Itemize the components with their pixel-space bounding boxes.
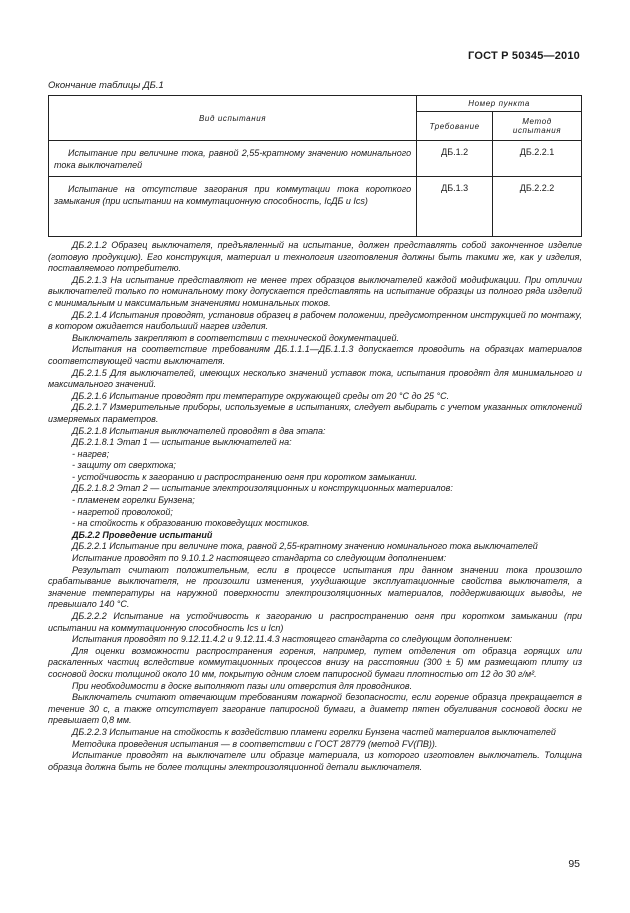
section-heading: ДБ.2.2 Проведение испытаний — [72, 529, 213, 540]
row-method: ДБ.2.2.1 — [493, 141, 582, 177]
row-method: ДБ.2.2.2 — [493, 177, 582, 237]
table-row — [49, 141, 582, 177]
paragraph: Испытания на соответствие требованиям ДБ.1.1.1—ДБ.1.1.3 допускается проводить на образцах материалов соответствующей части выключателя. — [48, 344, 582, 366]
paragraph: Выключатель закрепляют в соответствии с технической документацией. — [72, 332, 399, 343]
paragraph: ДБ.2.1.5 Для выключателей, имеющих несколько значений уставок тока, испытания проводят для минимального и максимального значений. — [48, 367, 582, 390]
list-item: - защиту от сверхтока; — [72, 460, 176, 471]
list-item: - на стойкость к образованию токоведущих мостиков. — [72, 518, 310, 529]
paragraph: ДБ.2.1.8.2 Этап 2 — испытание электроизоляционных и конструкционных материалов: — [72, 483, 453, 494]
document-body — [48, 240, 582, 773]
test-table — [48, 95, 582, 237]
row-test: Испытание на отсутствие загорания при коммутации тока короткого замыкания (при испытании на коммутационную способность, IcДБ и Ics) — [49, 177, 417, 237]
paragraph: ДБ.2.1.8 Испытания выключателей проводят в два этапа: — [72, 425, 326, 436]
header-test-method: Метод испытания — [493, 112, 582, 141]
paragraph: ДБ.2.2.3 Испытание на стойкость к воздействию пламени горелки Бунзена частей материалов выключателей — [72, 726, 556, 737]
paragraph: ДБ.2.2.2 Испытание на устойчивость к загоранию и распространению огня при коротком замыкании (при испытании на коммутационную способность Ics и Icn) — [48, 611, 582, 633]
paragraph: Результат считают положительным, если в процессе испытания при данном значении тока произошло срабатывание выключателя, не произошли изменения, ухудшающие эксплуатационные свойства выключателя, а значение температуры на наружной поверхности электроизоляционных материалов, поддерживающих выводы, не превышало 140 °C. — [48, 564, 582, 610]
paragraph: ДБ.2.1.8.1 Этап 1 — испытание выключателей на: — [72, 437, 292, 448]
paragraph: Испытание проводят по 9.10.1.2 настоящего стандарта со следующим дополнением: — [72, 553, 447, 564]
paragraph: ДБ.2.1.4 Испытания проводят, установив образец в рабочем положении, предусмотренном инструкцией по монтажу, в котором ожидается наибольший нагрев изделия. — [48, 309, 582, 332]
paragraph: Испытания проводят по 9.12.11.4.2 и 9.12.11.4.3 настоящего стандарта со следующим дополнением: — [72, 634, 513, 645]
header-clause-number: Номер пункта — [417, 96, 582, 112]
page-number: 95 — [568, 858, 580, 870]
standard-designation: ГОСТ Р 50345—2010 — [468, 50, 580, 62]
paragraph: Испытание проводят на выключателе или образце материала, из которого изготовлен выключатель. Толщина образца должна быть не более толщины электроизоляционной детали выключателя. — [48, 750, 582, 772]
list-item: - нагретой проволокой; — [72, 506, 173, 517]
paragraph: ДБ.2.2.1 Испытание при величине тока, равной 2,55-кратному значению номинального тока выключателей — [72, 541, 538, 552]
paragraph: ДБ.2.1.3 На испытание представляют не менее трех образцов выключателей каждой модификации. При отличии выключателей только по номинальному току допускается представлять на испытание образцы из полного ряда изделий с минимальным и максимальным значениями номинальных токов. — [48, 274, 582, 308]
row-requirement: ДБ.1.2 — [417, 141, 493, 177]
paragraph: ДБ.2.1.6 Испытание проводят при температуре окружающей среды от 20 °C до 25 °C. — [72, 390, 450, 401]
table-row — [49, 177, 582, 237]
list-item: - нагрев; — [72, 448, 110, 459]
header-requirement: Требование — [417, 112, 493, 141]
table-caption: Окончание таблицы ДБ.1 — [48, 80, 164, 91]
paragraph: Методика проведения испытания — в соответствии с ГОСТ 28779 (метод FV(ПВ)). — [72, 738, 438, 749]
paragraph: ДБ.2.1.2 Образец выключателя, предъявленный на испытание, должен представлять собой законченное изделие (готовую продукцию). Его конструкция, материал и технология изготовления должны быть такими же, как у изделия, поставляемого потребителю. — [48, 240, 582, 274]
header-test-type: Вид испытания — [49, 96, 417, 141]
row-test: Испытание при величине тока, равной 2,55-кратному значению номинального тока выключателей — [49, 141, 417, 177]
paragraph: Для оценки возможности распространения горения, например, путем отделения от образца горящих или раскаленных частиц вследствие коммутационных процессов внизу на расстоянии (300 ± 5) мм размещают плиту из сосновой доски толщиной около 10 мм, покрытую одним слоем папиросной бумаги плотностью от 12 до 30 г/м². — [48, 645, 582, 679]
row-requirement: ДБ.1.3 — [417, 177, 493, 237]
paragraph: ДБ.2.1.7 Измерительные приборы, используемые в испытаниях, следует выбирать с учетом указанных отклонений измеряемых параметров. — [48, 402, 582, 424]
paragraph: При необходимости в доске выполняют пазы или отверстия для проводников. — [72, 680, 413, 691]
paragraph: Выключатель считают отвечающим требованиям пожарной безопасности, если горение образца прекращается в течение 30 с, а также отсутствует загорание папиросной бумаги, а диаметр пятен обугливания сосновой доски не превышает 0,8 мм. — [48, 692, 582, 726]
list-item: - устойчивость к загоранию и распространению огня при коротком замыкании. — [72, 471, 418, 482]
list-item: - пламенем горелки Бунзена; — [72, 495, 195, 506]
